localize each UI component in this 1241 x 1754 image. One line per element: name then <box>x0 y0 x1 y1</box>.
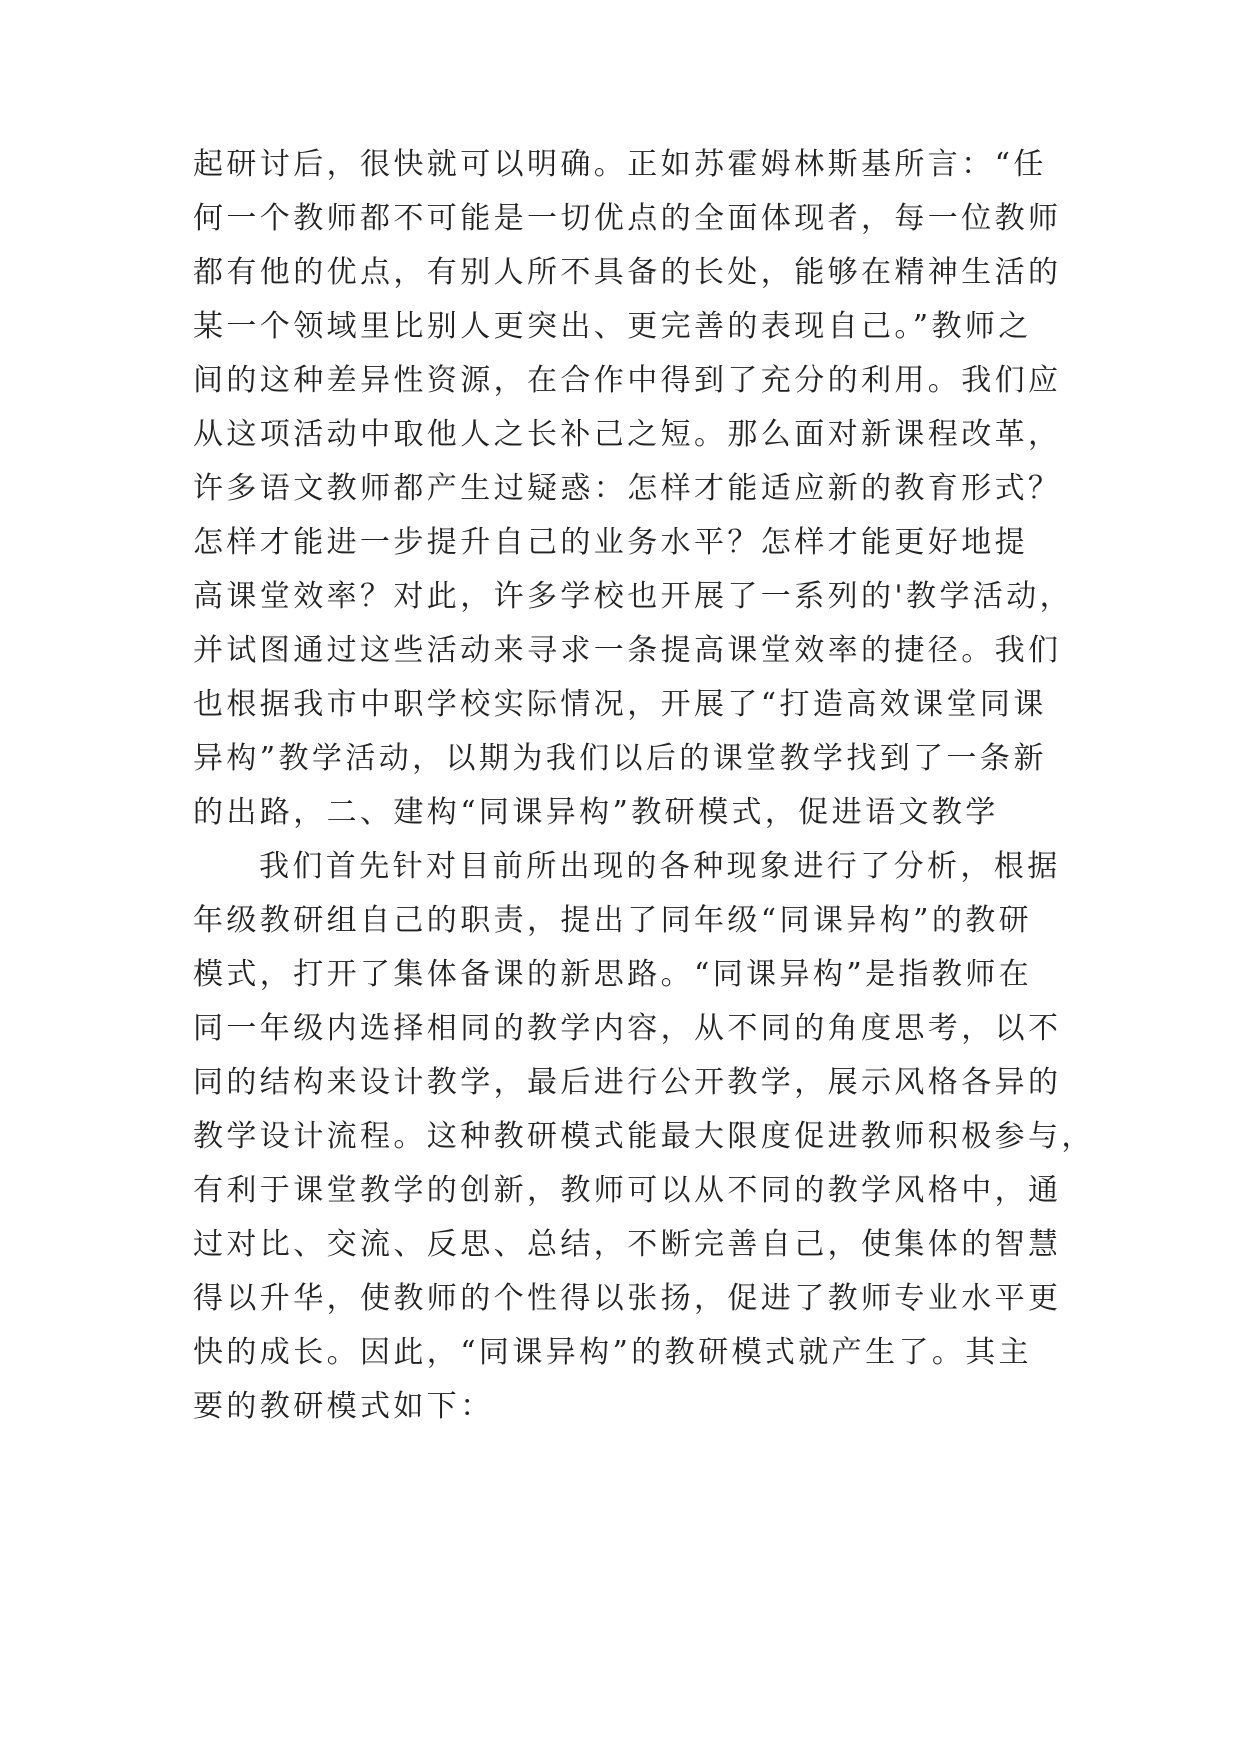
text-line: 怎样才能进一步提升自己的业务水平？怎样才能更好地提 <box>193 525 1028 560</box>
text-line: 得以升华，使教师的个性得以张扬，促进了教师专业水平更 <box>193 1281 1062 1316</box>
text-line: 同的结构来设计教学，最后进行公开教学，展示风格各异的 <box>193 1065 1062 1100</box>
text-line: 并试图通过这些活动来寻求一条提高课堂效率的捷径。我们 <box>193 633 1062 668</box>
text-line: 高课堂效率？对此，许多学校也开展了一系列的'教学活动， <box>193 579 1074 614</box>
text-line: 间的这种差异性资源，在合作中得到了充分的利用。我们应 <box>193 363 1062 398</box>
text-line: 有利于课堂教学的创新，教师可以从不同的教学风格中，通 <box>193 1173 1062 1208</box>
text-line: 快的成长。因此，“同课异构”的教研模式就产生了。其主 <box>193 1335 1033 1370</box>
text-line: 何一个教师都不可能是一切优点的全面体现者，每一位教师 <box>193 201 1062 236</box>
text-line: 过对比、交流、反思、总结，不断完善自己，使集体的智慧 <box>193 1227 1062 1262</box>
text-line: 起研讨后，很快就可以明确。正如苏霍姆林斯基所言：“任 <box>193 147 1047 182</box>
text-line: 某一个领域里比别人更突出、更完善的表现自己。”教师之 <box>193 309 1032 344</box>
text-line: 要的教研模式如下： <box>193 1389 494 1424</box>
text-line: 异构”教学活动，以期为我们以后的课堂教学找到了一条新 <box>193 741 1047 776</box>
text-line: 从这项活动中取他人之长补己之短。那么面对新课程改革， <box>193 417 1062 452</box>
text-line: 教学设计流程。这种教研模式能最大限度促进教师积极参与， <box>193 1119 1095 1154</box>
text-line: 模式，打开了集体备课的新思路。“同课异构”是指教师在 <box>193 957 1033 992</box>
text-line: 都有他的优点，有别人所不具备的长处，能够在精神生活的 <box>193 255 1062 290</box>
text-line: 年级教研组自己的职责，提出了同年级“同课异构”的教研 <box>193 903 1033 938</box>
text-line: 的出路，二、建构“同课异构”教研模式，促进语文教学 <box>193 795 999 830</box>
text-line: 也根据我市中职学校实际情况，开展了“打造高效课堂同课 <box>193 687 1047 722</box>
paragraph-first-line: 我们首先针对目前所出现的各种现象进行了分析，根据 <box>259 849 1061 884</box>
text-line: 同一年级内选择相同的教学内容，从不同的角度思考，以不 <box>193 1011 1062 1046</box>
text-line: 许多语文教师都产生过疑惑：怎样才能适应新的教育形式？ <box>193 471 1062 506</box>
